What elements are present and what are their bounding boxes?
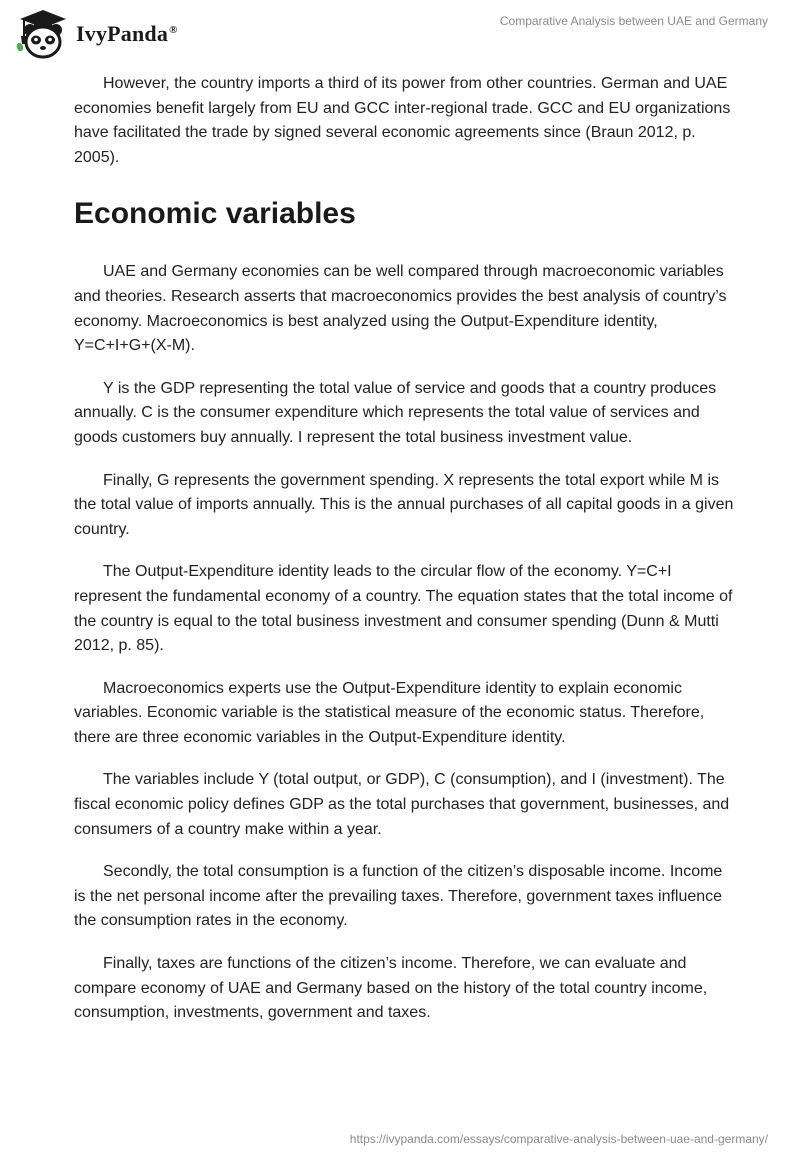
body-paragraph: Secondly, the total consumption is a function of the citizen’s disposable income. Income is the net personal income after the prevailing taxes. Therefore, government taxes influence the consumption rates in the economy. <box>74 863 723 930</box>
source-url[interactable]: https://ivypanda.com/essays/comparative-analysis-between-uae-and-germany/ <box>349 1132 768 1146</box>
brand-name: IvyPanda® <box>76 21 178 46</box>
section-heading: Economic variables <box>74 197 356 231</box>
body-paragraph: The variables include Y (total output, or GDP), C (consumption), and I (investment). The fiscal economic policy defines GDP as the total purchases that government, businesses, and consumers of a country make within a year. <box>74 771 730 838</box>
body-paragraph: Y is the GDP representing the total value of service and goods that a country produces annually. C is the consumer expenditure which represents the total value of services and goods customers buy annually. I represent the total business investment value. <box>74 379 717 446</box>
document-title: Comparative Analysis between UAE and Germany <box>499 14 768 28</box>
panda-logo-icon <box>14 8 72 60</box>
intro-paragraph: However, the country imports a third of its power from other countries. German and UAE economies benefit largely from EU and GCC inter-regional trade. GCC and EU organizations have facilitated the trade by signed several economic agreements since (Braun 2012, p. 2005). <box>74 75 731 166</box>
brand-logo[interactable] <box>14 8 178 60</box>
article-body <box>74 72 734 1044</box>
body-paragraph: Finally, G represents the government spending. X represents the total export while M is the total value of imports annually. This is the annual purchases of all capital goods in a given country. <box>74 471 734 538</box>
body-paragraph: Macroeconomics experts use the Output-Expenditure identity to explain economic variables. Economic variable is the statistical measure of the economic status. Therefore, there are three economic variables in the Output-Expenditure identity. <box>74 679 705 746</box>
body-paragraph: Finally, taxes are functions of the citizen’s income. Therefore, we can evaluate and compare economy of UAE and Germany based on the history of the total country income, consumption, investments, government and taxes. <box>74 955 708 1022</box>
body-paragraph: UAE and Germany economies can be well compared through macroeconomic variables and theories. Research asserts that macroeconomics provides the best analysis of country’s economy. Macroeconomics is best analyzed using the Output-Expenditure identity, Y=C+I+G+(X-M). <box>74 263 727 355</box>
body-paragraph: The Output-Expenditure identity leads to the circular flow of the economy. Y=C+I represent the fundamental economy of a country. The equation states that the total income of the country is equal to the total business investment and consumer spending (Dunn & Mutti 2012, p. 85). <box>74 563 733 655</box>
